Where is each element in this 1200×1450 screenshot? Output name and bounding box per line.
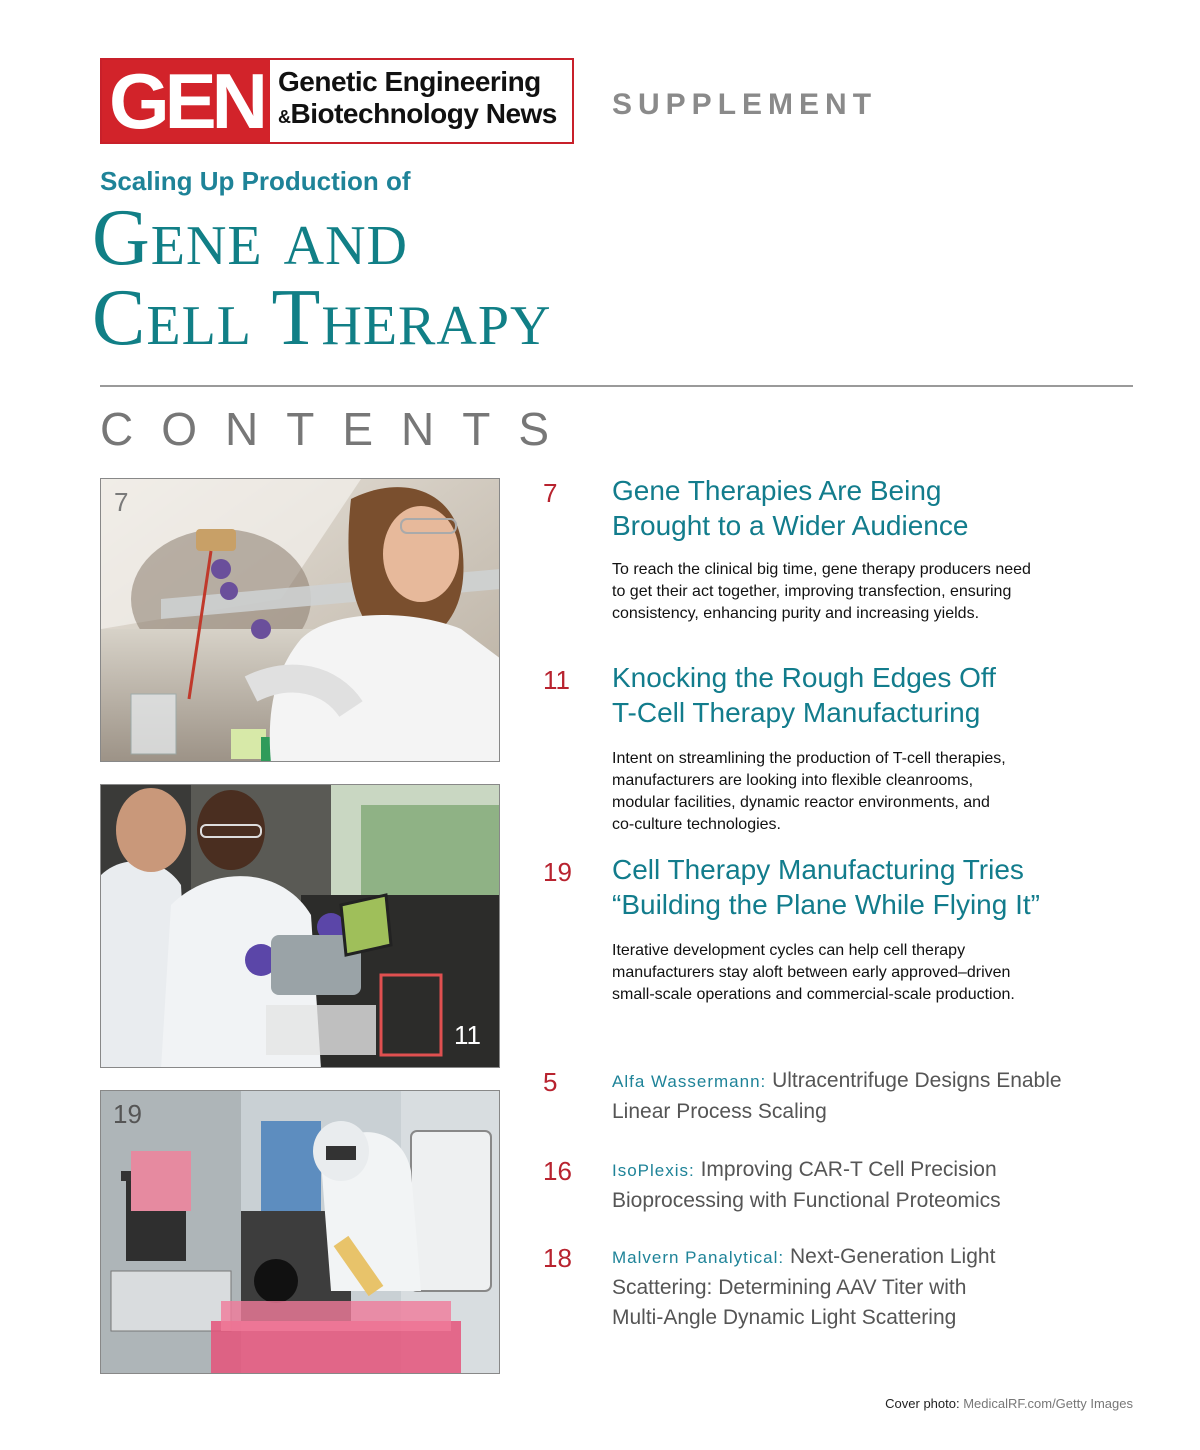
feature-desc-line: Intent on streamlining the production of T-cell therapies, (612, 750, 1006, 767)
sponsored-line-1 (612, 1066, 1062, 1097)
feature-entry[interactable] (612, 660, 1006, 836)
photo-page-number: 11 (454, 1020, 481, 1050)
feature-desc-line: small-scale operations and commercial-scale production. (612, 986, 1015, 1003)
feature-desc-line: co-culture technologies. (612, 816, 781, 833)
logo-line-2-text: Biotechnology News (290, 98, 557, 129)
cover-photo-credit (885, 1396, 1133, 1411)
title-line-1: Gene and (92, 194, 408, 282)
credit-label: Cover photo: (885, 1396, 960, 1411)
kicker: Scaling Up Production of (100, 166, 411, 196)
logo-line-2 (278, 98, 557, 130)
sponsored-line: Scattering: Determining AAV Titer with (612, 1276, 967, 1299)
sponsored-title: Ultracentrifuge Designs Enable (772, 1069, 1062, 1092)
feature-entry[interactable] (612, 852, 1040, 1006)
photo-illustration (101, 1091, 500, 1374)
sponsored-line-1 (612, 1155, 1001, 1186)
sponsor-company: Alfa Wassermann: (612, 1072, 767, 1091)
supplement-label: SUPPLEMENT (612, 88, 878, 121)
photo-lab-scientist-pipetting (100, 478, 500, 762)
photo-lab-two-scientists (100, 784, 500, 1068)
gen-logo (100, 58, 574, 144)
title-line-2: Cell Therapy (92, 274, 552, 362)
photo-page-number: 7 (114, 487, 129, 517)
feature-desc-line: Iterative development cycles can help cell therapy (612, 942, 966, 959)
feature-title-line-1: Cell Therapy Manufacturing Tries (612, 854, 1024, 885)
sponsored-title: Next-Generation Light (789, 1245, 996, 1268)
feature-page-number: 11 (543, 665, 570, 695)
feature-title-line-2: Brought to a Wider Audience (612, 510, 969, 541)
feature-page-number: 7 (543, 478, 558, 508)
feature-desc-line: manufacturers stay aloft between early approved–driven (612, 964, 1011, 981)
sponsored-line-1 (612, 1242, 995, 1273)
credit-source: MedicalRF.com/Getty Images (963, 1396, 1133, 1411)
divider (100, 385, 1133, 387)
sponsored-entry[interactable] (612, 1066, 1062, 1127)
photo-illustration (101, 785, 500, 1068)
feature-title-line-2: T-Cell Therapy Manufacturing (612, 697, 981, 728)
sponsored-page-number: 18 (543, 1243, 572, 1273)
sponsor-company: IsoPlexis: (612, 1161, 695, 1180)
feature-title-line-1: Knocking the Rough Edges Off (612, 662, 996, 693)
sponsored-entry[interactable] (612, 1242, 995, 1333)
photo-page-number: 19 (113, 1099, 142, 1129)
feature-desc-line: consistency, enhancing purity and increasing yields. (612, 605, 980, 622)
sponsored-page-number: 16 (543, 1156, 572, 1186)
feature-page-number: 19 (543, 857, 572, 887)
feature-title-line-2: “Building the Plane While Flying It” (612, 889, 1040, 920)
feature-entry[interactable] (612, 473, 1031, 625)
sponsored-line: Bioprocessing with Functional Proteomics (612, 1189, 1001, 1212)
sponsored-line: Linear Process Scaling (612, 1100, 827, 1123)
sponsored-entry[interactable] (612, 1155, 1001, 1216)
photo-illustration (101, 479, 500, 762)
logo-line-1: Genetic Engineering (278, 66, 541, 97)
photo-cleanroom-microscope (100, 1090, 500, 1374)
logo-ampersand: & (278, 107, 291, 127)
sponsor-company: Malvern Panalytical: (612, 1248, 785, 1267)
feature-desc-line: To reach the clinical big time, gene therapy producers need (612, 561, 1031, 578)
sponsored-title: Improving CAR-T Cell Precision (700, 1158, 997, 1181)
logo-gen-mark: GEN (102, 60, 270, 142)
feature-title-line-1: Gene Therapies Are Being (612, 475, 942, 506)
sponsored-line: Multi-Angle Dynamic Light Scattering (612, 1306, 957, 1329)
feature-desc-line: to get their act together, improving transfection, ensuring (612, 583, 1012, 600)
contents-heading: CONTENTS (100, 403, 577, 455)
feature-desc-line: modular facilities, dynamic reactor environments, and (612, 794, 990, 811)
sponsored-page-number: 5 (543, 1067, 558, 1097)
feature-desc-line: manufacturers are looking into flexible cleanrooms, (612, 772, 974, 789)
page-title (92, 194, 552, 362)
